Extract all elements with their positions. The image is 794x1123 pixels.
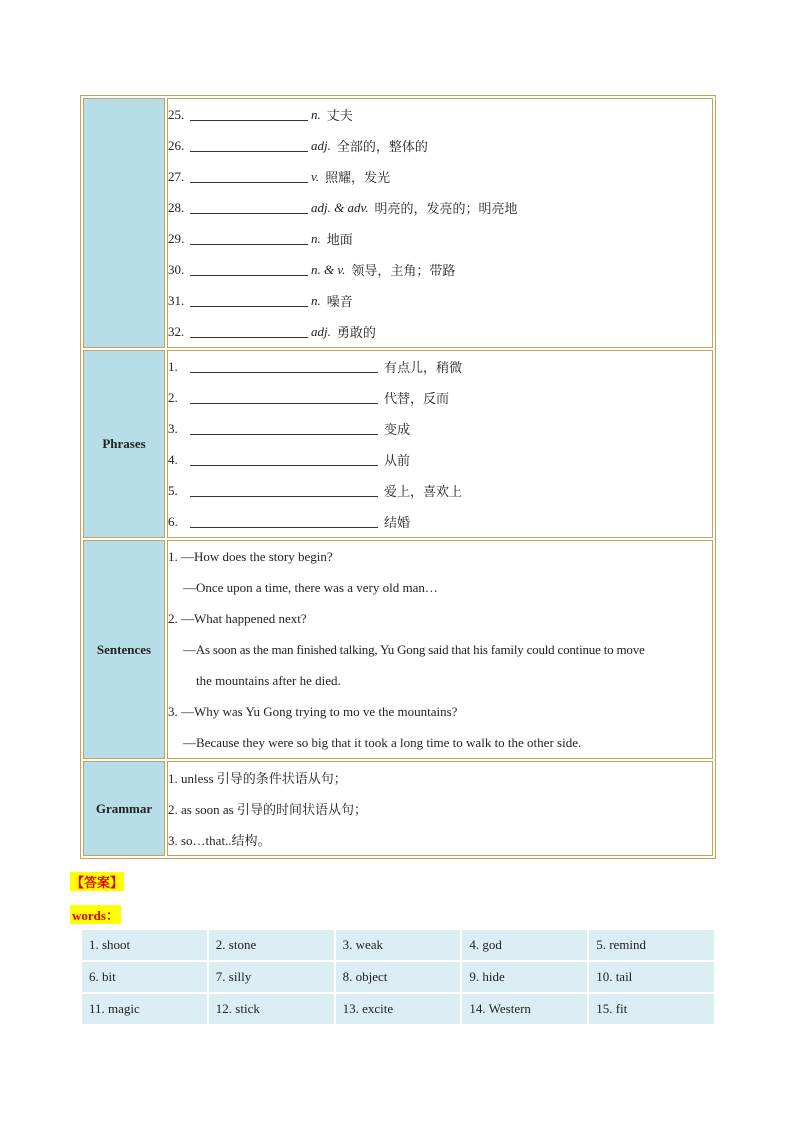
phrases-row	[83, 350, 713, 538]
answer-blank[interactable]	[190, 325, 308, 338]
answer-cell: 11. magic	[82, 994, 207, 1024]
answer-blank[interactable]	[190, 515, 378, 528]
answer-cell: 15. fit	[589, 994, 714, 1024]
word-item: 29. n. 地面	[168, 230, 353, 248]
answer-blank[interactable]	[190, 232, 308, 245]
sentences-content	[167, 540, 713, 759]
phrase-item: 3. 变成	[168, 420, 411, 438]
answer-cell: 10. tail	[589, 962, 714, 992]
answer-heading: 【答案】	[70, 872, 124, 891]
answer-cell: 12. stick	[209, 994, 334, 1024]
word-item: 27. v. 照耀，发光	[168, 168, 391, 186]
phrases-content	[167, 350, 713, 538]
answer-cell: 13. excite	[336, 994, 461, 1024]
words-row	[83, 98, 713, 348]
answer-cell: 5. remind	[589, 930, 714, 960]
answer-blank[interactable]	[190, 294, 308, 307]
answer-blank[interactable]	[190, 391, 378, 404]
answer-cell: 9. hide	[462, 962, 587, 992]
answer-blank[interactable]	[190, 360, 378, 373]
words-answer-label: words：	[70, 905, 121, 924]
words-content	[167, 98, 713, 348]
phrase-item: 4. 从前	[168, 451, 411, 469]
answer-cell: 6. bit	[82, 962, 207, 992]
sentence-line: 1. —How does the story begin?	[168, 548, 333, 564]
word-item: 32. adj. 勇敢的	[168, 323, 376, 341]
answer-blank[interactable]	[190, 139, 308, 152]
word-item: 25. n. 丈夫	[168, 106, 353, 124]
sentence-line: —Because they were so big that it took a long time to walk to the other side.	[183, 734, 582, 750]
grammar-line: 3. so…that..结构。	[168, 833, 271, 848]
sentence-line: 2. —What happened next?	[168, 610, 307, 626]
word-item: 28. adj. & adv. 明亮的，发亮的；明亮地	[168, 199, 518, 217]
answer-cell: 2. stone	[209, 930, 334, 960]
answer-cell: 3. weak	[336, 930, 461, 960]
answer-blank[interactable]	[190, 263, 308, 276]
answer-blank[interactable]	[190, 170, 308, 183]
answer-row	[82, 930, 714, 960]
word-item: 26. adj. 全部的，整体的	[168, 137, 428, 155]
grammar-line: 1. unless 引导的条件状语从句；	[168, 771, 347, 786]
word-item: 30. n. & v. 领导，主角；带路	[168, 261, 456, 279]
answer-blank[interactable]	[190, 422, 378, 435]
answer-cell: 8. object	[336, 962, 461, 992]
sentence-line: —As soon as the man finished talking, Yu Gong said that his family could continue to move	[183, 641, 645, 657]
answer-blank[interactable]	[190, 201, 308, 214]
sentence-line: —Once upon a time, there was a very old man…	[183, 579, 438, 595]
answer-blank[interactable]	[190, 484, 378, 497]
word-item: 31. n. 噪音	[168, 292, 353, 310]
grammar-row	[83, 761, 713, 856]
answer-table	[80, 928, 716, 1026]
answer-blank[interactable]	[190, 453, 378, 466]
sentences-row	[83, 540, 713, 759]
phrase-item: 5. 爱上，喜欢上	[168, 482, 463, 500]
answer-row	[82, 994, 714, 1024]
grammar-line: 2. as soon as 引导的时间状语从句；	[168, 802, 367, 817]
grammar-content	[167, 761, 713, 856]
answer-blank[interactable]	[190, 108, 308, 121]
grammar-label: Grammar	[83, 761, 165, 856]
phrase-item: 2. 代替，反而	[168, 389, 450, 407]
sentence-line: the mountains after he died.	[196, 672, 341, 688]
phrase-item: 6. 结婚	[168, 513, 411, 531]
sentences-label: Sentences	[83, 540, 165, 759]
sentence-line: 3. —Why was Yu Gong trying to mo ve the mountains?	[168, 703, 458, 719]
words-label-cell	[83, 98, 165, 348]
answer-cell: 14. Western	[462, 994, 587, 1024]
answer-cell: 1. shoot	[82, 930, 207, 960]
answer-cell: 4. god	[462, 930, 587, 960]
phrases-label: Phrases	[83, 350, 165, 538]
answer-row	[82, 962, 714, 992]
vocabulary-table	[80, 95, 716, 859]
answer-cell: 7. silly	[209, 962, 334, 992]
phrase-item: 1. 有点儿，稍微	[168, 358, 463, 376]
